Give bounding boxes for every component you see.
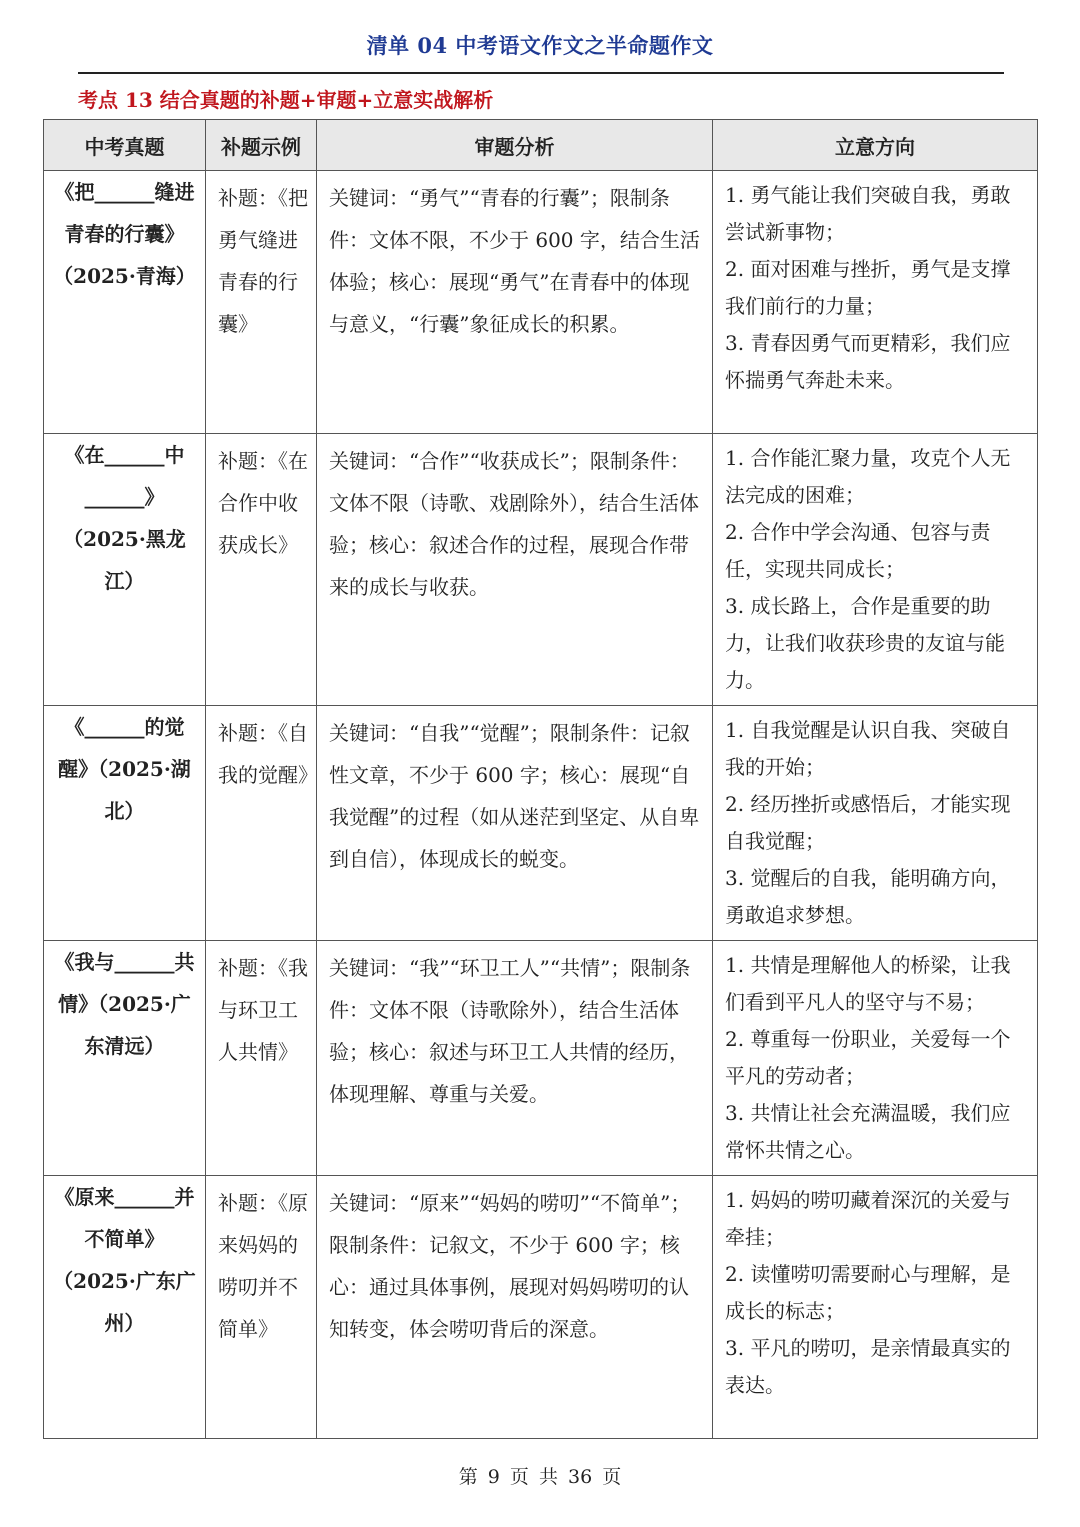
direction-item: 2. 经历挫折或感悟后，才能实现自我觉醒； bbox=[725, 792, 1011, 853]
exam-title-cell: 《在______中______》（2025·黑龙江） bbox=[44, 434, 206, 706]
table-row bbox=[44, 706, 1038, 941]
direction-item: 1. 自我觉醒是认识自我、突破自我的开始； bbox=[725, 718, 1011, 779]
column-header-exam: 中考真题 bbox=[44, 120, 206, 171]
analysis-cell: 关键词：“我”“环卫工人”“共情”；限制条件：文体不限（诗歌除外），结合生活体验；核心：叙述与环卫工人共情的经历，体现理解、尊重与关爱。 bbox=[317, 941, 713, 1176]
direction-item: 2. 合作中学会沟通、包容与责任，实现共同成长； bbox=[725, 520, 991, 581]
directions-cell bbox=[713, 434, 1038, 706]
exam-title-cell: 《______的觉醒》（2025·湖北） bbox=[44, 706, 206, 941]
page-header-title: 清单 04 中考语文作文之半命题作文 bbox=[366, 33, 714, 58]
direction-item: 3. 平凡的唠叨，是亲情最真实的表达。 bbox=[725, 1336, 1011, 1397]
direction-item: 2. 尊重每一份职业，关爱每一个平凡的劳动者； bbox=[725, 1027, 1011, 1088]
direction-item: 3. 觉醒后的自我，能明确方向，勇敢追求梦想。 bbox=[725, 866, 1011, 927]
exam-title-cell: 《原来______并不简单》（2025·广东广州） bbox=[44, 1176, 206, 1439]
table-row bbox=[44, 434, 1038, 706]
directions-cell bbox=[713, 941, 1038, 1176]
direction-item: 3. 青春因勇气而更精彩，我们应怀揣勇气奔赴未来。 bbox=[725, 331, 1011, 392]
exam-title-cell: 《我与______共情》（2025·广东清远） bbox=[44, 941, 206, 1176]
analysis-cell: 关键词：“合作”“收获成长”；限制条件：文体不限（诗歌、戏剧除外），结合生活体验；核心：叙述合作的过程，展现合作带来的成长与收获。 bbox=[317, 434, 713, 706]
analysis-cell: 关键词：“勇气”“青春的行囊”；限制条件：文体不限，不少于 600 字，结合生活体验；核心：展现“勇气”在青春中的体现与意义，“行囊”象征成长的积累。 bbox=[317, 171, 713, 434]
header-divider bbox=[78, 72, 1004, 74]
analysis-cell: 关键词：“原来”“妈妈的唠叨”“不简单”；限制条件：记叙文，不少于 600 字；核心：通过具体事例，展现对妈妈唠叨的认知转变，体会唠叨背后的深意。 bbox=[317, 1176, 713, 1439]
direction-item: 1. 勇气能让我们突破自我，勇敢尝试新事物； bbox=[725, 183, 1011, 244]
section-title: 考点 13 结合真题的补题+审题+立意实战解析 bbox=[78, 88, 494, 112]
directions-cell bbox=[713, 1176, 1038, 1439]
column-header-analysis: 审题分析 bbox=[317, 120, 713, 171]
table-header-row bbox=[44, 120, 1038, 171]
direction-item: 3. 成长路上，合作是重要的助力，让我们收获珍贵的友谊与能力。 bbox=[725, 594, 1005, 692]
column-header-directions: 立意方向 bbox=[713, 120, 1038, 171]
exam-title-cell: 《把______缝进青春的行囊》（2025·青海） bbox=[44, 171, 206, 434]
table-row bbox=[44, 941, 1038, 1176]
column-header-example: 补题示例 bbox=[206, 120, 317, 171]
directions-cell bbox=[713, 706, 1038, 941]
direction-item: 1. 共情是理解他人的桥梁，让我们看到平凡人的坚守与不易； bbox=[725, 953, 1011, 1014]
example-cell: 补题：《我与环卫工人共情》 bbox=[206, 941, 317, 1176]
example-cell: 补题：《把勇气缝进青春的行囊》 bbox=[206, 171, 317, 434]
example-cell: 补题：《自我的觉醒》 bbox=[206, 706, 317, 941]
page-number-footer: 第 9 页 共 36 页 bbox=[458, 1466, 622, 1488]
direction-item: 1. 合作能汇聚力量，攻克个人无法完成的困难； bbox=[725, 446, 1011, 507]
analysis-table bbox=[43, 119, 1038, 1439]
example-cell: 补题：《原来妈妈的唠叨并不简单》 bbox=[206, 1176, 317, 1439]
table-row bbox=[44, 171, 1038, 434]
direction-item: 1. 妈妈的唠叨藏着深沉的关爱与牵挂； bbox=[725, 1188, 1011, 1249]
example-cell: 补题：《在合作中收获成长》 bbox=[206, 434, 317, 706]
directions-cell bbox=[713, 171, 1038, 434]
analysis-cell: 关键词：“自我”“觉醒”；限制条件：记叙性文章，不少于 600 字；核心：展现“自我觉醒”的过程（如从迷茫到坚定、从自卑到自信），体现成长的蜕变。 bbox=[317, 706, 713, 941]
direction-item: 2. 面对困难与挫折，勇气是支撑我们前行的力量； bbox=[725, 257, 1011, 318]
direction-item: 2. 读懂唠叨需要耐心与理解，是成长的标志； bbox=[725, 1262, 1011, 1323]
direction-item: 3. 共情让社会充满温暖，我们应常怀共情之心。 bbox=[725, 1101, 1011, 1162]
table-row bbox=[44, 1176, 1038, 1439]
